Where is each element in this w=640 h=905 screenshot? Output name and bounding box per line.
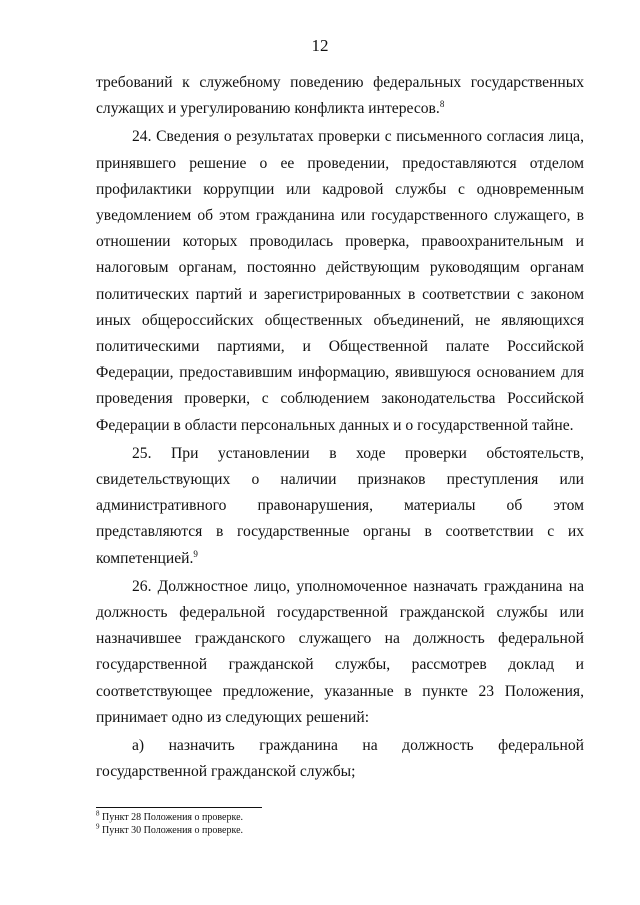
paragraph-text: а) назначить гражданина на должность федеральной государственной гражданской службы; [96,737,584,781]
paragraph-24 [96,124,584,438]
paragraph-25 [96,441,584,572]
footnote-number: 8 [96,809,100,818]
footnotes [96,811,584,837]
document-body [96,70,584,787]
page-number: 12 [311,36,329,55]
footnote-item [96,824,584,837]
footnote-number: 9 [96,822,100,831]
paragraph-text: 26. Должностное лицо, уполномоченное назначать гражданина на должность федеральной государственной гражданской службы или назначившее гражданского служащего на должность федеральной государственной гражданской службы, рассмотрев доклад и соответствующее предложение, указанные в пункте 23 Положения, принимает одно из следующих решений: [96,577,584,726]
footnote-text: Пункт 28 Положения о проверке. [102,812,244,823]
footnote-ref: 9 [193,548,198,559]
paragraph-continuation [96,70,584,122]
paragraph-text: требований к служебному поведению федеральных государственных служащих и урегулированию конфликта интересов. [96,74,584,118]
footnote-ref: 8 [439,99,445,110]
paragraph-26-item-a [96,733,584,785]
paragraph-text: 24. Сведения о результатах проверки с письменного согласия лица, принявшего решение о ее проведении, предоставляются отделом профилактики коррупции или кадровой службы с одновременным уведомлением об этом гражданина или государственного служащего, в отношении которых проводилась проверка, правоохранительным и налоговым органам, постоянно действующим руководящим органам политических партий и зарегистрированных в соответствии с законом иных общероссийских общественных объединений, не являющихся политическими партиями, и Общественной палате Российской Федерации, предоставившим информацию, явившуюся основанием для проведения проверки, с соблюдением законодательства Российской Федерации в области персональных данных и о государственной тайне. [96,128,584,434]
footnote-item [96,811,584,824]
paragraph-26 [96,574,584,731]
paragraph-text: 25. При установлении в ходе проверки обстоятельств, свидетельствующих о наличии признаков преступления или административного правонарушения, материалы об этом представляются в государственные органы в соответствии с их компетенцией. [96,444,584,567]
footnote-divider [96,807,262,808]
footnote-text: Пункт 30 Положения о проверке. [102,825,244,836]
